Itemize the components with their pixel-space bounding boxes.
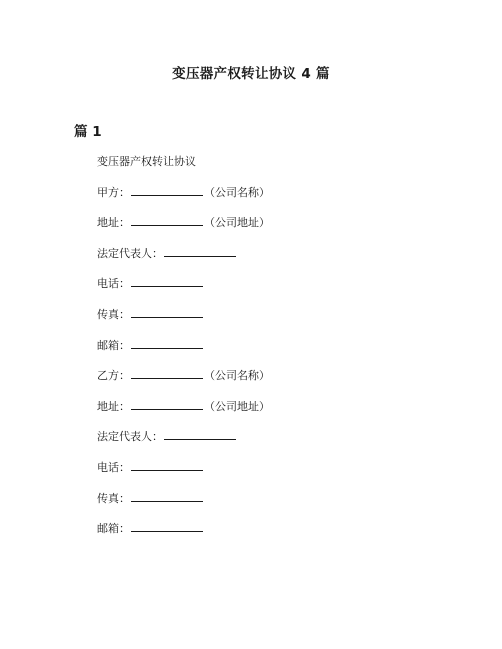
line-party-b-phone [97,460,477,491]
line-party-a-representative [97,246,477,277]
document-title: 变压器产权转让协议 4 篇 [172,66,330,82]
fill-in-blank [131,215,203,226]
line-suffix: （公司名称） [204,185,270,199]
line-agreement-name [97,154,477,185]
fill-in-blank [164,246,236,257]
fill-in-blank [164,429,236,440]
line-party-a-address [97,215,477,246]
line-label: 地址： [97,399,130,413]
line-party-a-phone [97,276,477,307]
line-party-a-fax [97,307,477,338]
fill-in-blank [131,276,203,287]
fill-in-blank [131,185,203,196]
line-party-b [97,368,477,399]
line-party-b-address [97,399,477,430]
line-label: 传真： [97,307,130,321]
line-label: 法定代表人： [97,246,163,260]
line-party-b-email [97,521,477,552]
line-party-a [97,185,477,216]
line-label: 电话： [97,460,130,474]
line-label: 法定代表人： [97,430,163,444]
line-label: 地址： [97,216,130,230]
fill-in-blank [131,399,203,410]
fill-in-blank [131,491,203,502]
fill-in-blank [131,521,203,532]
line-party-b-representative [97,429,477,460]
line-party-b-fax [97,491,477,522]
section-heading: 篇 1 [74,124,102,140]
agreement-lines [97,154,477,552]
line-label: 邮箱： [97,522,130,536]
line-suffix: （公司名称） [204,369,270,383]
line-label: 邮箱： [97,338,130,352]
fill-in-blank [131,307,203,318]
line-label: 变压器产权转让协议 [97,155,196,168]
line-label: 甲方： [97,185,130,199]
line-suffix: （公司地址） [204,216,270,230]
fill-in-blank [131,460,203,471]
line-label: 乙方： [97,369,130,383]
line-label: 传真： [97,491,130,505]
fill-in-blank [131,368,203,379]
line-suffix: （公司地址） [204,399,270,413]
fill-in-blank [131,338,203,349]
line-party-a-email [97,338,477,369]
line-label: 电话： [97,277,130,291]
